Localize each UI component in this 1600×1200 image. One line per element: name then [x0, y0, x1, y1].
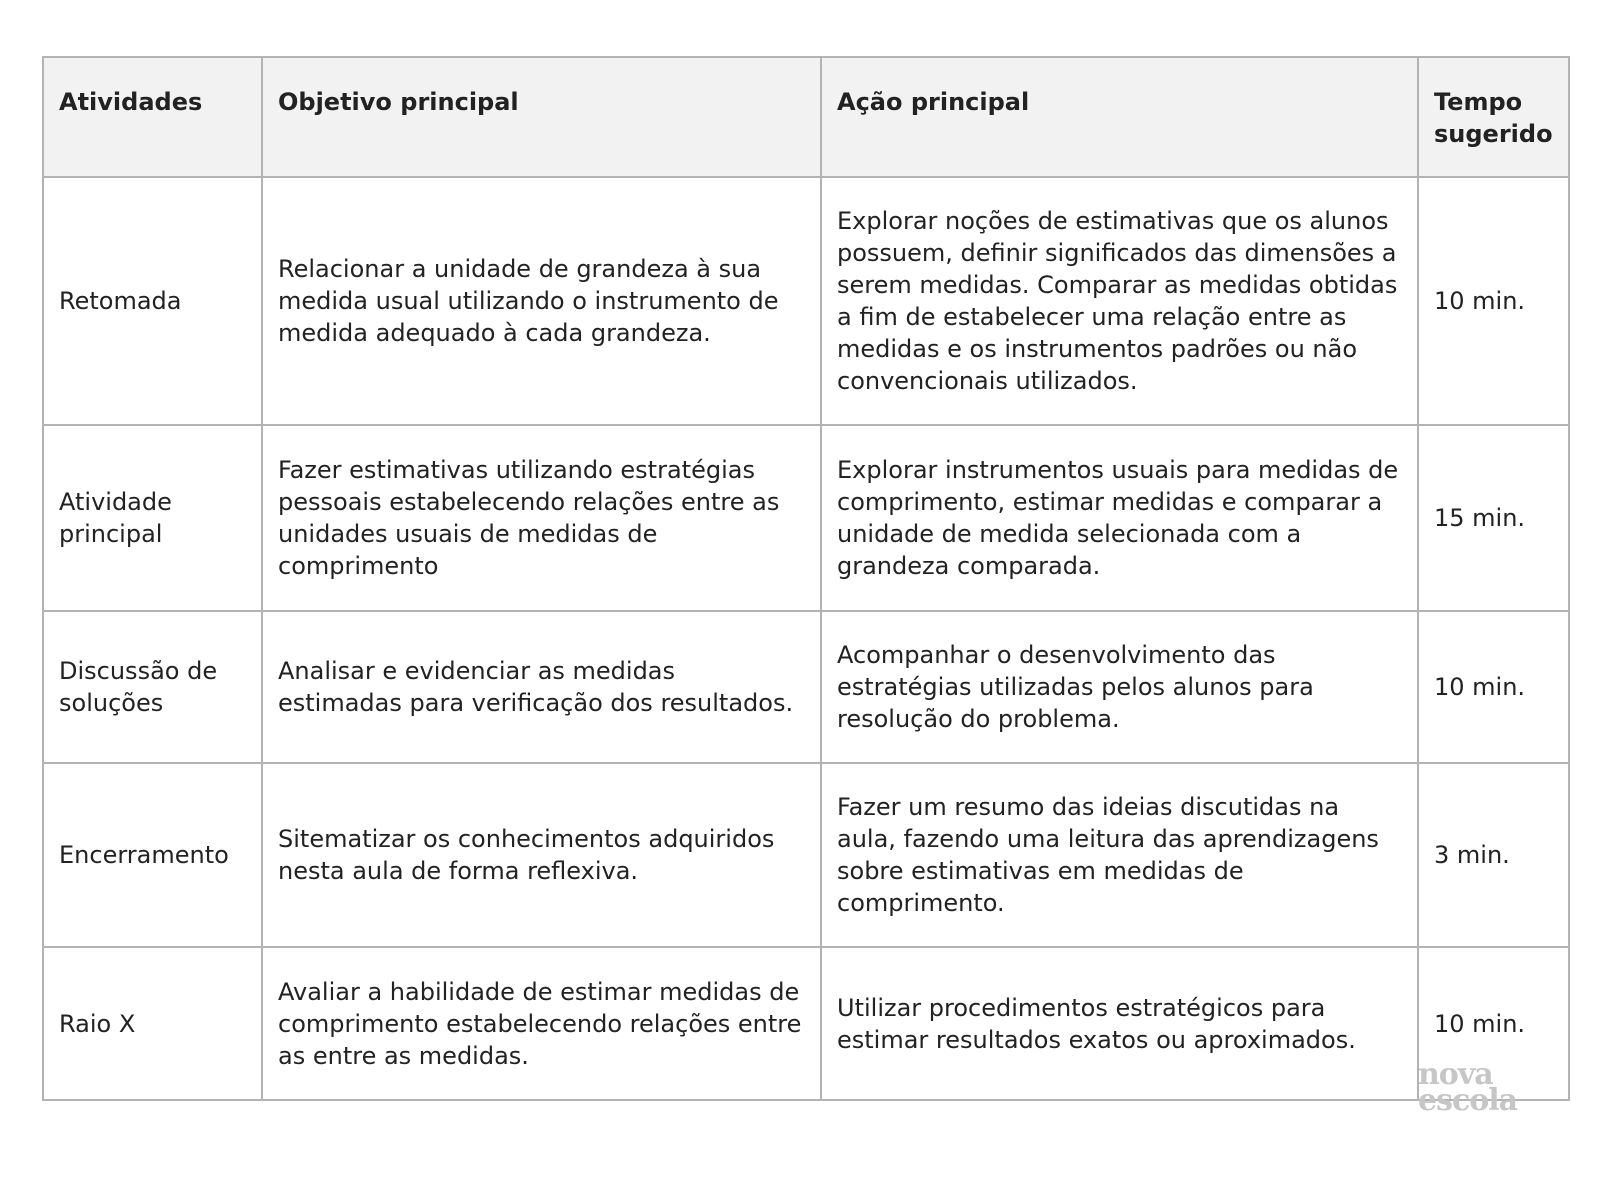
activity-cell: Atividade principal	[43, 425, 262, 611]
nova-escola-logo	[1418, 1057, 1518, 1118]
header-action: Ação principal	[821, 57, 1418, 177]
table-row	[43, 611, 1569, 763]
activity-cell: Discussão de soluções	[43, 611, 262, 763]
time-cell: 3 min.	[1418, 763, 1569, 947]
action-cell: Explorar noções de estimativas que os alunos possuem, definir significados das dimensões a serem medidas. Comparar as medidas obtidas a fim de estabelecer uma relação entre as medidas e os instrumentos padrões ou não convencionais utilizados.	[821, 177, 1418, 425]
logo-line-1: nova	[1418, 1057, 1493, 1092]
action-cell: Utilizar procedimentos estratégicos para estimar resultados exatos ou aproximados.	[821, 947, 1418, 1100]
action-cell: Explorar instrumentos usuais para medidas de comprimento, estimar medidas e comparar a unidade de medida selecionada com a grandeza comparada.	[821, 425, 1418, 611]
header-time: Tempo sugerido	[1418, 57, 1569, 177]
objective-cell: Sitematizar os conhecimentos adquiridos nesta aula de forma reflexiva.	[262, 763, 821, 947]
objective-cell: Avaliar a habilidade de estimar medidas de comprimento estabelecendo relações entre as entre as medidas.	[262, 947, 821, 1100]
time-cell: 10 min.	[1418, 177, 1569, 425]
activity-cell: Raio X	[43, 947, 262, 1100]
table-header-row	[43, 57, 1569, 177]
table-row	[43, 947, 1569, 1100]
lesson-plan-table	[42, 56, 1570, 1101]
objective-cell: Relacionar a unidade de grandeza à sua medida usual utilizando o instrumento de medida adequado à cada grandeza.	[262, 177, 821, 425]
table-row	[43, 763, 1569, 947]
objective-cell: Analisar e evidenciar as medidas estimadas para verificação dos resultados.	[262, 611, 821, 763]
table-row	[43, 425, 1569, 611]
time-cell: 15 min.	[1418, 425, 1569, 611]
time-cell: 10 min.	[1418, 947, 1569, 1100]
header-activities: Atividades	[43, 57, 262, 177]
table-row	[43, 177, 1569, 425]
logo-line-2: escola	[1418, 1083, 1518, 1118]
objective-cell: Fazer estimativas utilizando estratégias pessoais estabelecendo relações entre as unidades usuais de medidas de comprimento	[262, 425, 821, 611]
activity-cell: Encerramento	[43, 763, 262, 947]
header-objective: Objetivo principal	[262, 57, 821, 177]
activity-cell: Retomada	[43, 177, 262, 425]
time-cell: 10 min.	[1418, 611, 1569, 763]
action-cell: Acompanhar o desenvolvimento das estratégias utilizadas pelos alunos para resolução do problema.	[821, 611, 1418, 763]
action-cell: Fazer um resumo das ideias discutidas na aula, fazendo uma leitura das aprendizagens sobre estimativas em medidas de comprimento.	[821, 763, 1418, 947]
